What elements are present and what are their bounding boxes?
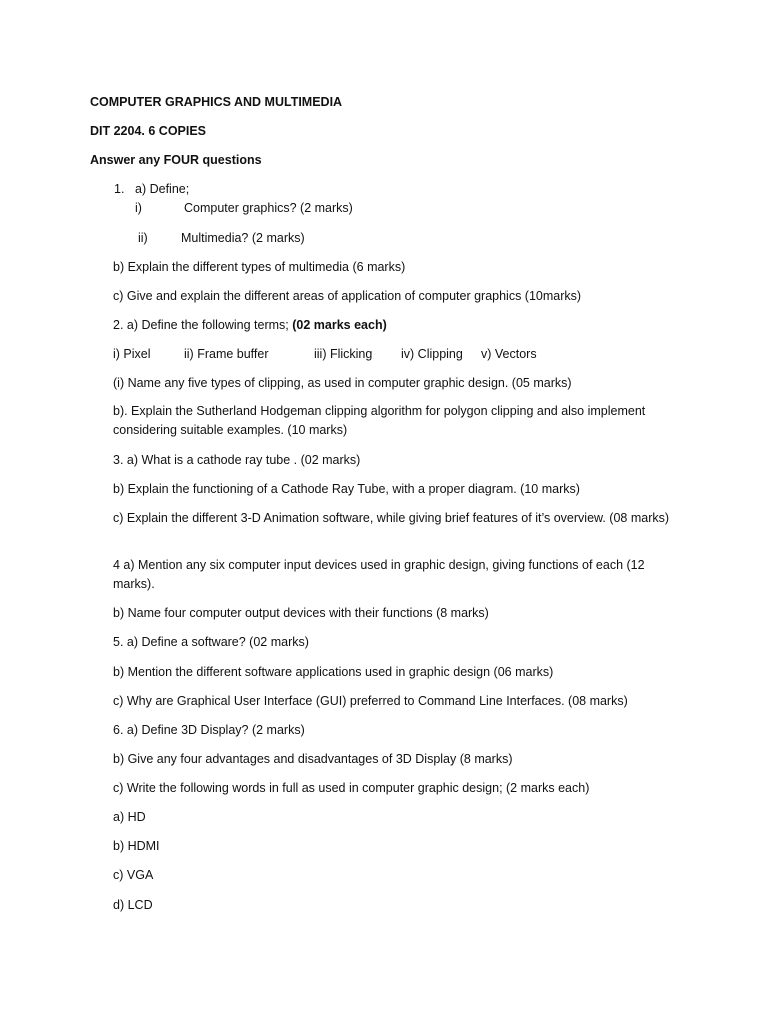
q1-a-i-num: i) [135, 201, 142, 215]
q1-a-ii: Multimedia? (2 marks) [181, 231, 305, 245]
q1-c: c) Give and explain the different areas of application of computer graphics (10marks) [113, 289, 582, 303]
q4-a: 4 a) Mention any six computer input devices used in graphic design, giving functions of each (12 marks). [113, 558, 645, 591]
q1-number: 1. [114, 182, 125, 196]
q6-c: c) Write the following words in full as used in computer graphic design; (2 marks each) [113, 781, 590, 795]
q1-a: a) Define; [135, 182, 190, 196]
q3-a: 3. a) What is a cathode ray tube . (02 marks) [113, 453, 361, 467]
q6-item: a) HD [113, 810, 146, 824]
q2-a [113, 316, 387, 334]
instruction: Answer any FOUR questions [90, 153, 262, 167]
q1-b: b) Explain the different types of multimedia (6 marks) [113, 260, 406, 274]
q1-a-i: Computer graphics? (2 marks) [184, 201, 353, 215]
q5-b: b) Mention the different software applications used in graphic design (06 marks) [113, 665, 554, 679]
q2-term: iv) Clipping [401, 347, 463, 361]
q1-a-ii-num: ii) [138, 231, 148, 245]
q2-term: ii) Frame buffer [184, 347, 269, 361]
q6-item: c) VGA [113, 868, 154, 882]
q3-b: b) Explain the functioning of a Cathode Ray Tube, with a proper diagram. (10 marks) [113, 482, 580, 496]
q6-b: b) Give any four advantages and disadvantages of 3D Display (8 marks) [113, 752, 513, 766]
q6-item: d) LCD [113, 898, 153, 912]
q3-c: c) Explain the different 3-D Animation software, while giving brief features of it’s overview. (08 marks) [113, 511, 670, 525]
q6-a: 6. a) Define 3D Display? (2 marks) [113, 723, 305, 737]
q5-c: c) Why are Graphical User Interface (GUI) preferred to Command Line Interfaces. (08 marks) [113, 694, 628, 708]
q6-item: b) HDMI [113, 839, 160, 853]
q2-a-marks: (02 marks each) [292, 318, 387, 332]
q2-term: i) Pixel [113, 347, 151, 361]
q2-b: b). Explain the Sutherland Hodgeman clipping algorithm for polygon clipping and also implement considering suitable examples. (10 marks) [113, 404, 646, 437]
q2-term: iii) Flicking [314, 347, 373, 361]
course-title: COMPUTER GRAPHICS AND MULTIMEDIA [90, 95, 343, 109]
q2-a-text: 2. a) Define the following terms; [113, 318, 293, 332]
q2-i: (i) Name any five types of clipping, as used in computer graphic design. (05 marks) [113, 376, 572, 390]
q4-b: b) Name four computer output devices with their functions (8 marks) [113, 606, 489, 620]
q5-a: 5. a) Define a software? (02 marks) [113, 635, 309, 649]
q2-term: v) Vectors [481, 347, 537, 361]
course-code: DIT 2204. 6 COPIES [90, 124, 207, 138]
